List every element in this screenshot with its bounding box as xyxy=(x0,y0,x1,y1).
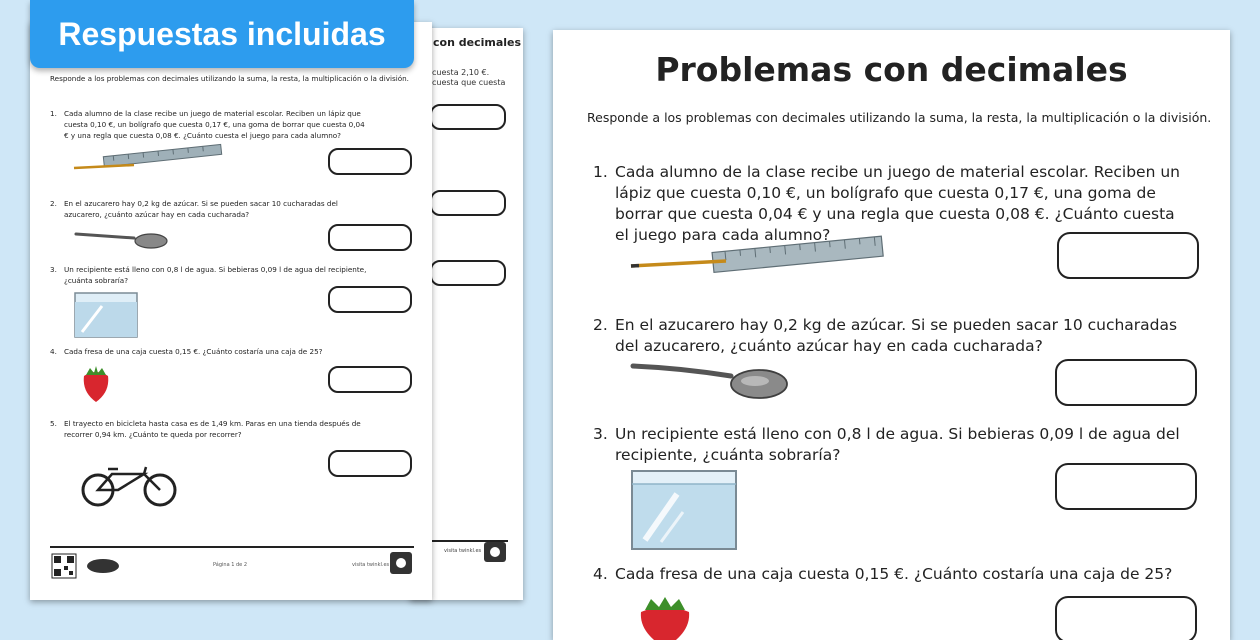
question-number: 2. xyxy=(593,315,608,336)
answer-box-4 xyxy=(328,366,412,393)
instructions: Responde a los problemas con decimales utilizando la suma, la resta, la multiplicación o la división. xyxy=(587,110,1211,125)
back-page-text: cuesta que cuesta xyxy=(432,78,505,87)
footer-site-text: visita twinkl.es xyxy=(444,548,481,554)
answer-box-2 xyxy=(1055,359,1197,406)
strawberry-icon xyxy=(80,364,112,404)
answer-box-1 xyxy=(1057,232,1199,279)
question-text: Un recipiente está lleno con 0,8 l de agua. Si bebieras 0,09 l de agua del recipiente, ¿cuánta sobraría? xyxy=(593,424,1183,466)
small-question-4: 4. Cada fresa de una caja cuesta 0,15 €. ¿Cuánto costaría una caja de 25? xyxy=(50,346,370,357)
answer-box-3 xyxy=(328,286,412,313)
small-question-2: 2. En el azucarero hay 0,2 kg de azúcar. Si se pueden sacar 10 cucharadas del azucarero, ¿cuánto azúcar hay en cada cucharada? xyxy=(50,198,370,220)
bicycle-icon xyxy=(80,466,178,506)
glass-container-icon xyxy=(631,470,737,550)
twinkl-logo-icon xyxy=(484,542,506,562)
question-2 xyxy=(593,315,1183,357)
answer-box xyxy=(430,260,506,286)
spoon-icon xyxy=(74,228,169,250)
question-number: 1. xyxy=(593,162,608,183)
answers-included-banner: Respuestas incluidas xyxy=(30,0,414,68)
twinkl-logo-icon xyxy=(390,552,412,574)
question-text: En el azucarero hay 0,2 kg de azúcar. Si se pueden sacar 10 cucharadas del azucarero, ¿cuánto azúcar hay en cada cucharada? xyxy=(593,315,1183,357)
twinkl-brand-icon xyxy=(86,558,120,574)
small-question-5: 5. El trayecto en bicicleta hasta casa es de 1,49 km. Paras en una tienda después de recorrer 0,94 km. ¿Cuánto te queda por recorrer? xyxy=(50,418,370,440)
small-instructions: Responde a los problemas con decimales utilizando la suma, la resta, la multiplicación o la división. xyxy=(50,74,409,83)
question-4 xyxy=(593,564,1183,585)
strawberry-icon xyxy=(637,596,693,636)
small-question-3: 3. Un recipiente está lleno con 0,8 l de agua. Si bebieras 0,09 l de agua del recipiente, ¿cuánta sobraría? xyxy=(50,264,370,286)
answer-box-1 xyxy=(328,148,412,175)
answer-box-5 xyxy=(328,450,412,477)
main-worksheet-page xyxy=(553,30,1230,640)
footer-page-label: Página 1 de 2 xyxy=(213,562,247,568)
small-question-1: 1. Cada alumno de la clase recibe un juego de material escolar. Reciben un lápiz que cuesta 0,10 €, un bolígrafo que cuesta 0,17 €, una goma de borrar que cuesta 0,04 € y una regla que cuesta 0,08 €. ¿Cuánto cuesta el juego para cada alumno? xyxy=(50,108,370,141)
answer-box xyxy=(430,190,506,216)
footer-divider xyxy=(50,546,414,548)
glass-container-icon xyxy=(74,292,138,338)
page-title: Problemas con decimales xyxy=(553,50,1230,89)
small-worksheet-page xyxy=(30,22,432,600)
answer-box-3 xyxy=(1055,463,1197,510)
question-3 xyxy=(593,424,1183,466)
question-text: Cada fresa de una caja cuesta 0,15 €. ¿Cuánto costaría una caja de 25? xyxy=(593,564,1183,585)
answer-box-4 xyxy=(1055,596,1197,640)
ruler-pencil-icon xyxy=(74,150,224,172)
answer-box-2 xyxy=(328,224,412,251)
question-text: Cada alumno de la clase recibe un juego de material escolar. Reciben un lápiz que cuesta 0,10 €, un bolígrafo que cuesta 0,17 €, una goma de borrar que cuesta 0,04 € y una regla que cuesta 0,08 €. ¿Cuánto cuesta el juego para cada alumno? xyxy=(593,162,1183,246)
question-number: 4. xyxy=(593,564,608,585)
question-number: 3. xyxy=(593,424,608,445)
ruler-pencil-icon xyxy=(631,236,886,280)
back-page-title: con decimales xyxy=(433,36,521,49)
qr-code-icon xyxy=(52,554,76,578)
back-page-text: cuesta 2,10 €. xyxy=(432,68,489,77)
spoon-icon xyxy=(631,358,791,402)
answer-box xyxy=(430,104,506,130)
footer-site-text: visita twinkl.es xyxy=(352,562,389,568)
